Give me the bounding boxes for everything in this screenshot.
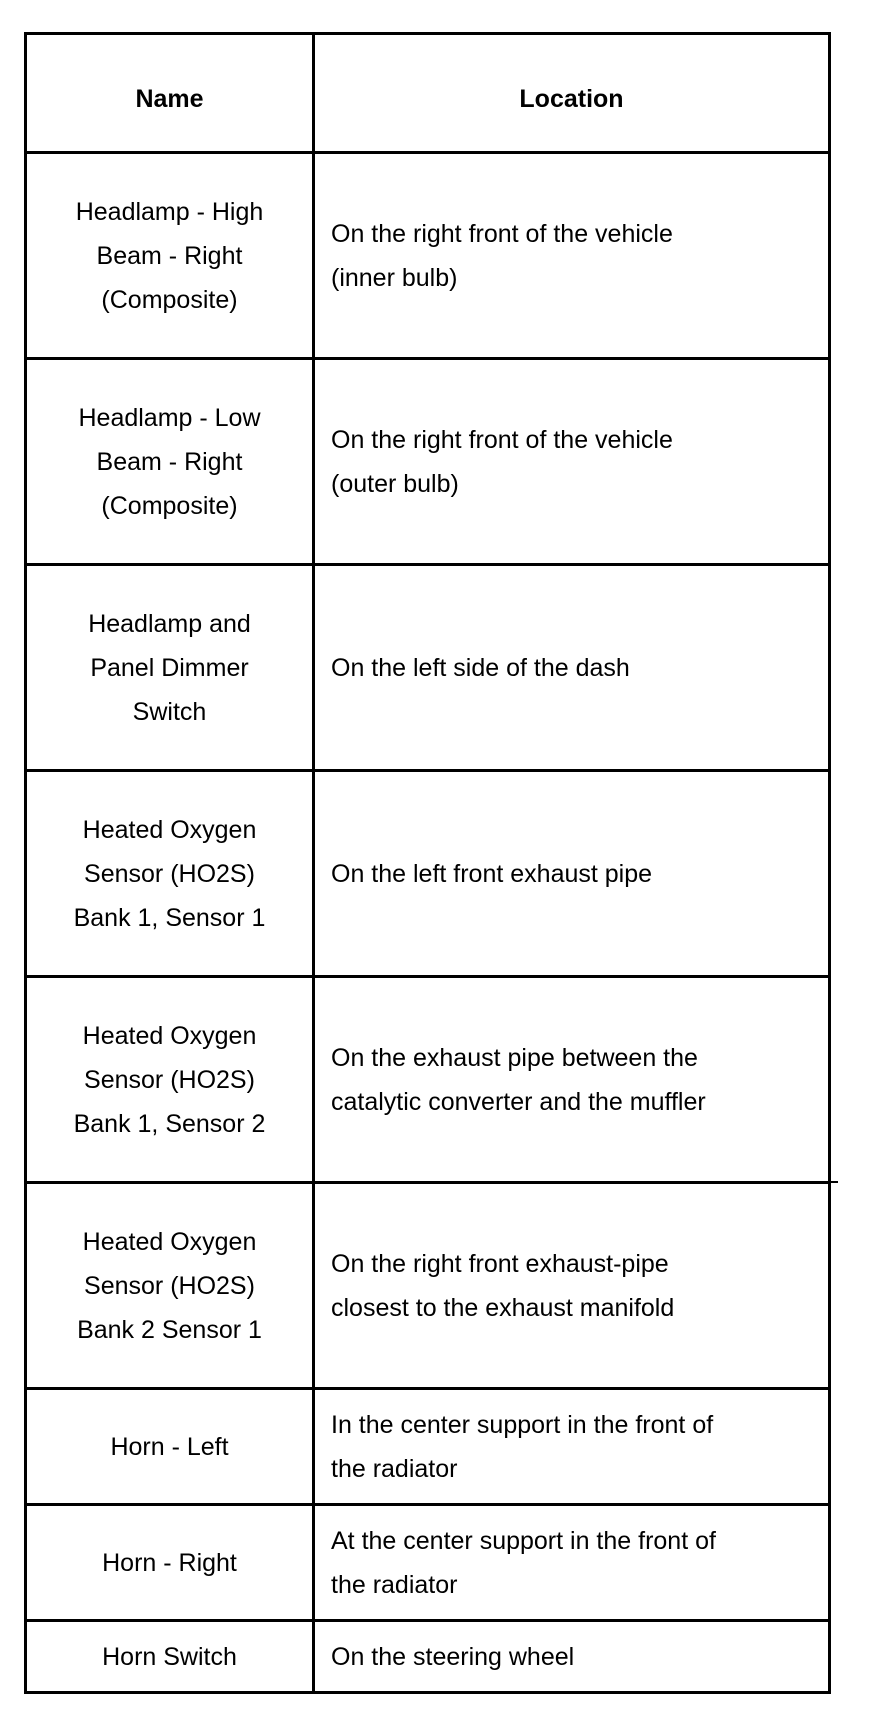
component-name-line: (Composite) (101, 491, 238, 520)
component-location-cell (314, 1183, 830, 1389)
location-line: (inner bulb) (331, 263, 458, 292)
location-line: the radiator (331, 1454, 458, 1483)
component-name-line: Headlamp - Low (78, 403, 261, 432)
location-line: catalytic converter and the muffler (331, 1087, 706, 1116)
table-row (26, 1389, 830, 1505)
component-name-cell (26, 1389, 314, 1505)
table-row (26, 1183, 830, 1389)
component-name-line: Bank 1, Sensor 2 (73, 1109, 266, 1138)
component-name-cell (26, 771, 314, 977)
component-name-line: Panel Dimmer (90, 653, 249, 682)
component-location-table (24, 32, 831, 1694)
location-line: (outer bulb) (331, 469, 459, 498)
location-line: the radiator (331, 1570, 458, 1599)
location-line: On the exhaust pipe between the (331, 1043, 698, 1072)
table-row (26, 1621, 830, 1693)
component-name-line: Bank 2 Sensor 1 (77, 1315, 262, 1344)
location-line: On the right front of the vehicle (331, 425, 673, 454)
component-name-cell (26, 977, 314, 1183)
component-name-cell (26, 1183, 314, 1389)
component-name-line: Horn - Left (110, 1432, 229, 1461)
component-name-line: Heated Oxygen (82, 1021, 257, 1050)
location-line: At the center support in the front of (331, 1526, 716, 1555)
component-name-line: Heated Oxygen (82, 815, 257, 844)
component-name-line: Sensor (HO2S) (84, 1065, 255, 1094)
component-name-cell (26, 359, 314, 565)
location-line: On the right front exhaust-pipe (331, 1249, 669, 1278)
component-name-line: Headlamp and (88, 609, 251, 638)
component-name-line: Horn - Right (102, 1548, 237, 1577)
location-line: On the left front exhaust pipe (331, 859, 653, 888)
table-row (26, 359, 830, 565)
location-column-header: Location (314, 34, 830, 153)
component-name-line: Beam - Right (96, 447, 243, 476)
table-row (26, 771, 830, 977)
component-name-line: Headlamp - High (75, 197, 264, 226)
component-location-cell (314, 1621, 830, 1693)
location-line: On the left side of the dash (331, 653, 630, 682)
component-name-line: Sensor (HO2S) (84, 859, 255, 888)
location-line: On the right front of the vehicle (331, 219, 673, 248)
component-name-line: Heated Oxygen (82, 1227, 257, 1256)
location-line: On the steering wheel (331, 1642, 575, 1671)
component-location-cell (314, 359, 830, 565)
component-location-cell (314, 1389, 830, 1505)
name-column-header: Name (26, 34, 314, 153)
component-location-cell (314, 771, 830, 977)
table-row (26, 1505, 830, 1621)
component-name-line: Beam - Right (96, 241, 243, 270)
component-name-line: Sensor (HO2S) (84, 1271, 255, 1300)
location-line: closest to the exhaust manifold (331, 1293, 675, 1322)
location-line: In the center support in the front of (331, 1410, 714, 1439)
table-row (26, 565, 830, 771)
component-name-line: Horn Switch (102, 1642, 237, 1671)
component-location-cell (314, 565, 830, 771)
header-row (26, 34, 830, 153)
table-row (26, 977, 830, 1183)
component-location-cell (314, 977, 830, 1183)
table-border-overhang (826, 1181, 838, 1183)
component-location-cell (314, 153, 830, 359)
component-name-cell (26, 153, 314, 359)
component-name-cell (26, 1621, 314, 1693)
component-location-cell (314, 1505, 830, 1621)
component-name-line: (Composite) (101, 285, 238, 314)
component-name-cell (26, 565, 314, 771)
component-name-line: Switch (132, 697, 207, 726)
table-row (26, 153, 830, 359)
component-name-cell (26, 1505, 314, 1621)
component-name-line: Bank 1, Sensor 1 (73, 903, 266, 932)
